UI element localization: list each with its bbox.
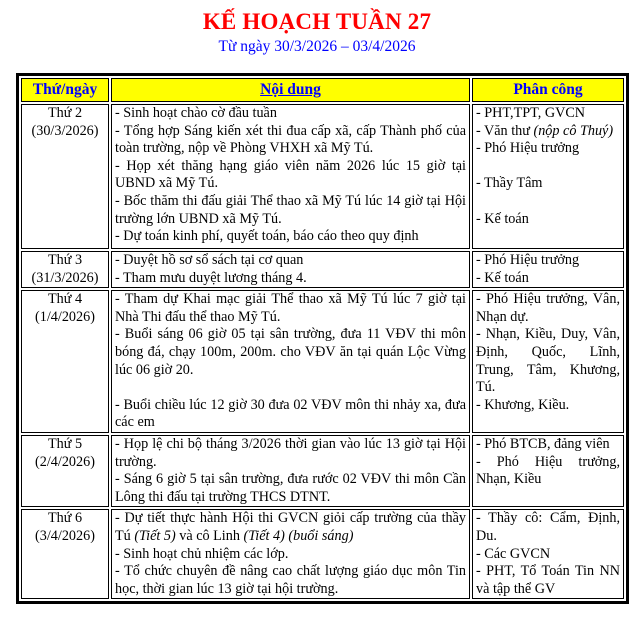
content-item: [115, 510, 466, 545]
assign-item: - PHT, Tổ Toán Tin NN và tập thể GV: [476, 563, 620, 597]
assign-cell: [472, 251, 624, 288]
content-note: (Tiết 4) (buổi sáng): [243, 527, 354, 544]
assign-item: [476, 123, 620, 141]
day-cell: [21, 435, 109, 507]
header-content: [111, 78, 470, 102]
content-note: (Tiết 5): [134, 527, 176, 544]
day-date: (1/4/2026): [35, 308, 95, 325]
table-row: [21, 104, 624, 249]
day-cell: [21, 104, 109, 249]
content-item: - Buổi sáng 06 giờ 05 tại sân trường, đưa 11 VĐV thi môn bóng đá, chạy 100m, 200m. cho VĐV ăn tại quán Lộc Vừng lúc 06 giờ 20.: [115, 326, 466, 378]
day-date: (30/3/2026): [31, 122, 99, 139]
content-item: - Tham mưu duyệt lương tháng 4.: [115, 269, 307, 286]
assign-item: - Kế toán: [476, 210, 529, 227]
content-item: - Tổng hợp Sáng kiến xét thi đua cấp xã, cấp Thành phố của toàn trường, nộp về Phòng VHXH xã Mỹ Tú.: [115, 122, 466, 157]
content-item: - Họp xét thăng hạng giáo viên năm 2026 lúc 15 giờ tại UBND xã Mỹ Tú.: [115, 157, 466, 192]
header-assign: Phân công: [472, 78, 624, 102]
content-item: - Bốc thăm thi đấu giải Thể thao xã Mỹ Tú lúc 14 giờ tại Hội trường lớn UBND xã Mỹ Tú.: [115, 192, 466, 227]
day-label: Thứ 4: [47, 291, 83, 308]
day-label: Thứ 5: [47, 435, 83, 452]
day-cell: [21, 509, 109, 599]
content-cell: [111, 509, 470, 599]
table-row: [21, 509, 624, 599]
content-text: và cô Linh: [179, 527, 240, 544]
content-cell: [111, 104, 470, 249]
table-row: [21, 435, 624, 507]
assign-item: - Kế toán: [476, 269, 529, 286]
assign-item: - PHT,TPT, GVCN: [476, 105, 586, 121]
day-date: (3/4/2026): [35, 527, 95, 544]
assign-cell: [472, 290, 624, 433]
table-header-row: [21, 78, 624, 102]
assign-item: - Phó Hiệu trưởng, Vân, Nhạn dự.: [476, 291, 620, 325]
content-text: - Dự tiết thực hành Hội thi GVCN giỏi cấp trường của thầy Tú: [115, 510, 466, 544]
assign-item: - Thầy cô: Cẩm, Định, Du.: [476, 510, 620, 544]
assign-item: - Phó Hiệu trưởng: [476, 252, 580, 268]
day-label: Thứ 3: [47, 252, 83, 268]
content-item: - Sáng 6 giờ 5 tại sân trường, đưa rước 02 VĐV thi môn Cần Lông thi đấu tại trường THCS DTNT.: [115, 471, 466, 505]
day-date: (31/3/2026): [31, 269, 99, 286]
content-cell: [111, 251, 470, 288]
content-item: - Tổ chức chuyên đề nâng cao chất lượng giáo dục môn Tin học, thời gian lúc 13 giờ tại hội trường.: [115, 563, 466, 597]
day-label: Thứ 2: [47, 105, 83, 121]
page-title: KẾ HOẠCH TUẦN 27: [202, 9, 432, 34]
date-range-subtitle: Từ ngày 30/3/2026 – 03/4/2026: [218, 38, 416, 55]
content-item: - Duyệt hồ sơ sổ sách tại cơ quan: [115, 252, 304, 268]
content-item: - Dự toán kinh phí, quyết toán, báo cáo theo quy định: [115, 228, 419, 245]
assign-item-text: - Văn thư: [476, 122, 530, 139]
content-item: - Sinh hoạt chào cờ đầu tuần: [115, 105, 277, 121]
assign-item: - Khương, Kiều.: [476, 396, 570, 413]
spacer: [115, 379, 466, 397]
assign-cell: [472, 509, 624, 599]
assign-item: - Phó BTCB, đảng viên: [476, 435, 610, 452]
header-day: Thứ/ngày: [21, 78, 109, 102]
assign-item: - Thầy Tâm: [476, 175, 543, 192]
day-cell: [21, 251, 109, 288]
assign-item-note: (nộp cô Thuý): [533, 122, 614, 139]
content-cell: [111, 435, 470, 507]
content-cell: [111, 290, 470, 433]
day-date: (2/4/2026): [35, 453, 95, 470]
content-item: - Sinh hoạt chủ nhiệm các lớp.: [115, 545, 289, 562]
assign-cell: [472, 104, 624, 249]
day-cell: [21, 290, 109, 433]
header-content-label: Nội dung: [260, 81, 321, 98]
content-item: - Họp lệ chi bộ tháng 3/2026 thời gian vào lúc 13 giờ tại Hội trường.: [115, 435, 466, 470]
spacer: [476, 193, 620, 211]
assign-item: - Nhạn, Kiều, Duy, Vân, Định, Quốc, Lĩnh, Trung, Tâm, Khương, Tú.: [476, 326, 620, 396]
content-item: - Tham dự Khai mạc giải Thể thao xã Mỹ Tú lúc 7 giờ tại Nhà Thi đấu thể thao Mỹ Tú.: [115, 291, 466, 325]
weekly-plan-table: [16, 73, 629, 604]
assign-item: - Các GVCN: [476, 545, 551, 562]
day-label: Thứ 6: [47, 510, 83, 527]
assign-item: - Phó Hiệu trưởng: [476, 140, 580, 157]
assign-item: - Phó Hiệu trưởng, Nhạn, Kiều: [476, 453, 620, 488]
spacer: [476, 158, 620, 176]
table-row: [21, 290, 624, 433]
table-row: [21, 251, 624, 288]
assign-cell: [472, 435, 624, 507]
content-item: - Buổi chiều lúc 12 giờ 30 đưa 02 VĐV môn thi nhảy xa, đưa các em: [115, 396, 466, 431]
